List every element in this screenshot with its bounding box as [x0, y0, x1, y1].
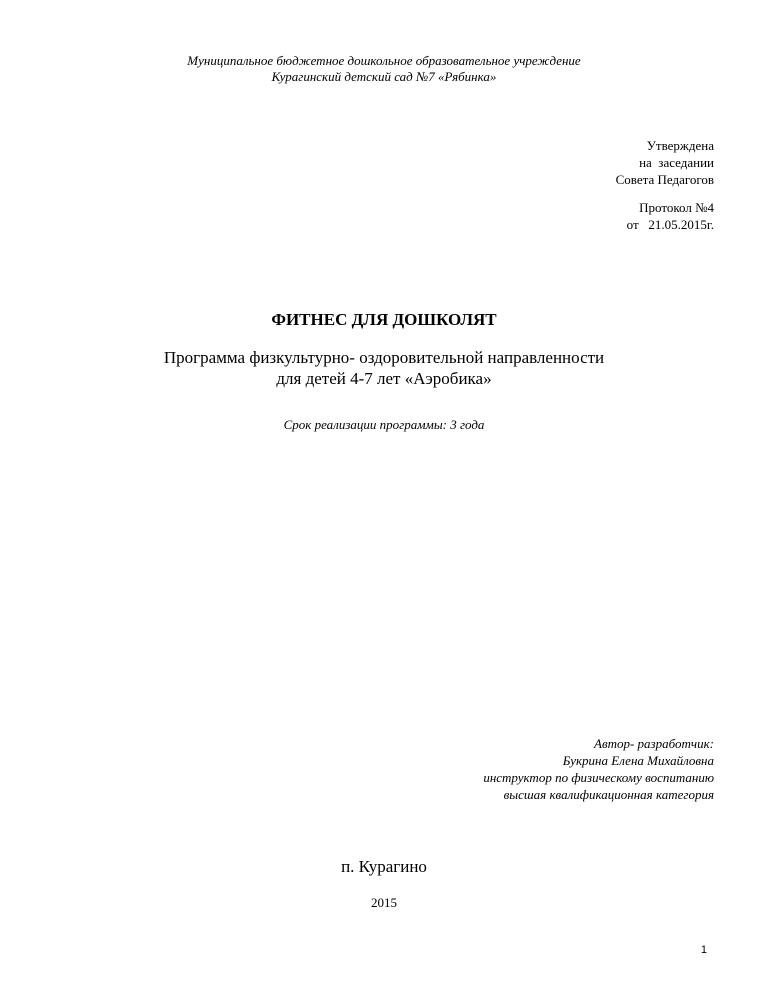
author-block [314, 735, 714, 803]
approval-line2: на заседании [639, 155, 714, 170]
approval-date: от 21.05.2015г. [626, 217, 714, 232]
document-title: ФИТНЕС ДЛЯ ДОШКОЛЯТ [271, 310, 497, 329]
approval-block [454, 137, 714, 233]
document-year: 2015 [371, 895, 397, 910]
subtitle-line2: для детей 4-7 лет «Аэробика» [276, 369, 492, 388]
subtitle-line1: Программа физкультурно- оздоровительной направленности [163, 348, 605, 367]
institution-name-line2: Курагинский детский сад №7 «Рябинка» [271, 69, 497, 84]
implementation-term: Срок реализации программы: 3 года [283, 417, 485, 432]
page-number: 1 [700, 944, 707, 956]
author-name: Букрина Елена Михайловна [562, 753, 714, 768]
approval-line1: Утверждена [646, 138, 714, 153]
author-category: высшая квалификационная категория [503, 787, 714, 802]
institution-name-line1: Муниципальное бюджетное дошкольное образовательное учреждение [187, 53, 581, 68]
author-role: Автор- разработчик: [594, 736, 714, 751]
approval-protocol: Протокол №4 [639, 200, 714, 215]
place-name: п. Курагино [341, 857, 427, 876]
author-position: инструктор по физическому воспитанию [483, 770, 714, 785]
approval-line3: Совета Педагогов [615, 172, 714, 187]
